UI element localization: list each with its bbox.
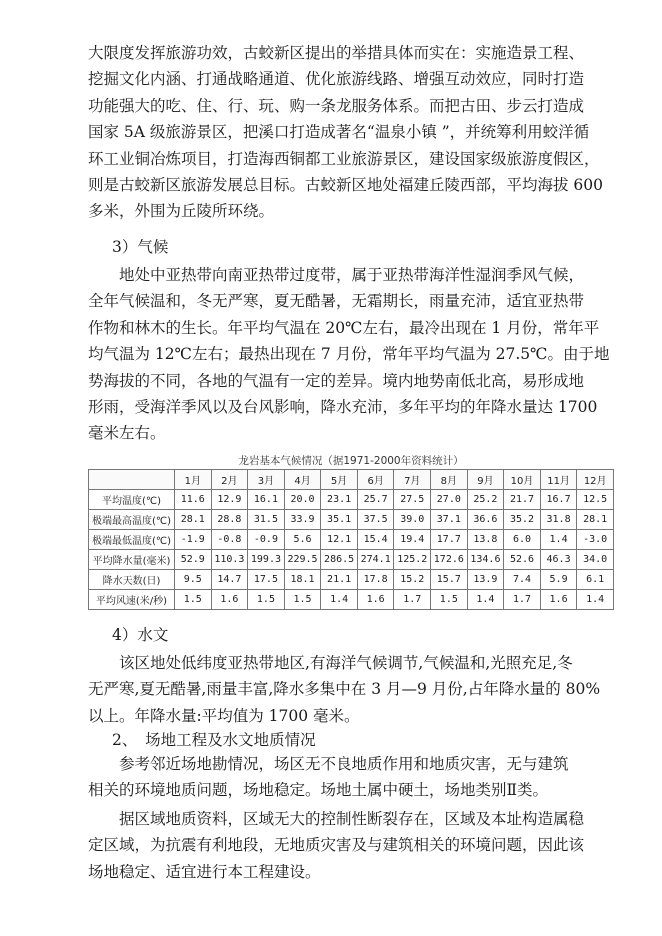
text-line: 多米，外围为丘陵所环绕。 (88, 202, 275, 221)
column-header: 6月 (357, 470, 394, 490)
table-row (89, 570, 614, 590)
table-cell: 13.8 (467, 530, 504, 550)
column-header: 9月 (467, 470, 504, 490)
table-cell: 12.5 (577, 490, 614, 510)
climate-table (88, 469, 614, 610)
table-cell: 134.6 (467, 550, 504, 570)
table-cell: 13.9 (467, 570, 504, 590)
intro-paragraph (88, 40, 610, 225)
table-cell: 6.1 (577, 570, 614, 590)
table-cell: 229.5 (284, 550, 321, 570)
column-header: 8月 (431, 470, 468, 490)
text-line: 参考邻近场地勘情况，场区无不良地质作用和地质灾害，无与建筑 (119, 755, 569, 773)
row-label: 平均温度(℃) (89, 490, 175, 510)
row-label: 平均风速(米/秒) (89, 590, 175, 610)
row-label: 极端最高温度(℃) (89, 510, 175, 530)
table-cell: 46.3 (540, 550, 577, 570)
text-line: 挖掘文化内涵、打通战略通道、优化旅游线路、增强互动效应，同时打造 (88, 70, 585, 89)
table-cell: 35.2 (504, 510, 541, 530)
climate-table-block (88, 453, 614, 610)
table-cell: 125.2 (394, 550, 431, 570)
column-header: 11月 (540, 470, 577, 490)
table-cell: 9.5 (175, 570, 212, 590)
climate-heading: 3）气候 (112, 238, 169, 256)
column-header: 4月 (284, 470, 321, 490)
table-cell: 37.1 (431, 510, 468, 530)
table-cell: 1.5 (248, 590, 285, 610)
column-header: 1月 (175, 470, 212, 490)
table-cell: 1.6 (540, 590, 577, 610)
text-line: 地处中亚热带向南亚热带过度带，属于亚热带海洋性湿润季风气候， (119, 266, 585, 284)
row-label: 降水天数(日) (89, 570, 175, 590)
table-cell: 18.1 (284, 570, 321, 590)
table-cell: 25.7 (357, 490, 394, 510)
table-cell: 31.8 (540, 510, 577, 530)
table-cell: 25.2 (467, 490, 504, 510)
table-cell: 17.8 (357, 570, 394, 590)
table-header-row (89, 470, 614, 490)
column-header: 7月 (394, 470, 431, 490)
text-line: 毫米左右。 (88, 424, 166, 443)
column-header: 12月 (577, 470, 614, 490)
table-cell: 14.7 (211, 570, 248, 590)
text-line: 该区地处低纬度亚热带地区,有海洋气候调节,气候温和,光照充足,冬 (119, 654, 573, 672)
table-cell: 11.6 (175, 490, 212, 510)
text-line: 据区域地质资料，区域无大的控制性断裂存在，区域及本址构造属稳 (119, 810, 585, 828)
table-cell: 15.7 (431, 570, 468, 590)
table-cell: 199.3 (248, 550, 285, 570)
table-cell: 28.1 (175, 510, 212, 530)
table-cell: -0.8 (211, 530, 248, 550)
table-cell: 15.4 (357, 530, 394, 550)
table-cell: -3.0 (577, 530, 614, 550)
table-cell: 20.0 (284, 490, 321, 510)
table-row (89, 510, 614, 530)
table-cell: 34.0 (577, 550, 614, 570)
table-cell: 19.4 (394, 530, 431, 550)
table-cell: 37.5 (357, 510, 394, 530)
table-cell: 110.3 (211, 550, 248, 570)
table-cell: -1.9 (175, 530, 212, 550)
table-cell: 35.1 (321, 510, 358, 530)
text-line: 定区域，为抗震有利地段，无地质灾害及与建筑相关的环境问题，因此该 (88, 836, 585, 855)
table-cell: 7.4 (504, 570, 541, 590)
table-cell: 1.4 (467, 590, 504, 610)
table-cell: 1.5 (175, 590, 212, 610)
table-cell: 16.1 (248, 490, 285, 510)
table-row (89, 490, 614, 510)
table-row (89, 550, 614, 570)
table-cell: 36.6 (467, 510, 504, 530)
table-cell: 1.4 (577, 590, 614, 610)
table-cell: 1.6 (211, 590, 248, 610)
geology-paragraph-1 (88, 751, 610, 804)
table-cell: 33.9 (284, 510, 321, 530)
table-cell: 31.5 (248, 510, 285, 530)
table-cell: 52.9 (175, 550, 212, 570)
table-cell: 15.2 (394, 570, 431, 590)
text-line: 功能强大的吃、住、行、玩、购一条龙服务体系。而把古田、步云打造成 (88, 96, 585, 115)
text-line: 则是古蛟新区旅游发展总目标。古蛟新区地处福建丘陵西部，平均海拔 600 (88, 175, 604, 194)
text-line: 均气温为 12℃左右；最热出现在 7 月份，常年平均气温为 27.5℃。由于地 (88, 345, 610, 364)
table-row (89, 530, 614, 550)
table-cell: 1.5 (284, 590, 321, 610)
text-line: 作物和林木的生长。年平均气温在 20℃左右，最冷出现在 1 月份，常年平 (88, 318, 600, 337)
table-cell: 28.1 (577, 510, 614, 530)
table-cell: 1.4 (540, 530, 577, 550)
table-cell: 172.6 (431, 550, 468, 570)
table-cell: 5.6 (284, 530, 321, 550)
climate-table-title: 龙岩基本气候情况（据1971-2000年资料统计） (238, 455, 464, 467)
table-cell: 27.5 (394, 490, 431, 510)
table-cell: 1.7 (504, 590, 541, 610)
column-header: 2月 (211, 470, 248, 490)
table-cell: 5.9 (540, 570, 577, 590)
table-cell: 286.5 (321, 550, 358, 570)
text-line: 环工业铜冶炼项目，打造海西铜都工业旅游景区，建设国家级旅游度假区， (88, 149, 600, 168)
table-cell: 1.7 (394, 590, 431, 610)
column-header: 5月 (321, 470, 358, 490)
table-cell: 39.0 (394, 510, 431, 530)
hydrology-paragraph (88, 650, 610, 729)
table-cell: 12.1 (321, 530, 358, 550)
table-cell: 274.1 (357, 550, 394, 570)
climate-paragraph (88, 262, 610, 447)
table-cell: 17.5 (248, 570, 285, 590)
text-line: 大限度发挥旅游功效，古蛟新区提出的举措具体而实在：实施造景工程、 (88, 44, 585, 62)
column-header: 3月 (248, 470, 285, 490)
text-line: 场地稳定、适宜进行本工程建设。 (88, 862, 321, 881)
geology-paragraph-2 (88, 806, 610, 885)
row-label: 极端最低温度(℃) (89, 530, 175, 550)
table-cell: 12.9 (211, 490, 248, 510)
table-cell: 1.5 (431, 590, 468, 610)
table-cell: 27.0 (431, 490, 468, 510)
geology-heading: 2、 场地工程及水文地质情况 (112, 731, 316, 749)
table-corner (89, 470, 175, 490)
hydrology-heading: 4）水文 (112, 626, 169, 644)
table-cell: -0.9 (248, 530, 285, 550)
table-cell: 16.7 (540, 490, 577, 510)
text-line: 相关的环境地质问题，场地稳定。场地土属中硬土，场地类别Ⅱ类。 (88, 781, 549, 800)
table-cell: 21.7 (504, 490, 541, 510)
table-cell: 28.8 (211, 510, 248, 530)
table-cell: 1.6 (357, 590, 394, 610)
table-cell: 17.7 (431, 530, 468, 550)
text-line: 国家 5A 级旅游景区，把溪口打造成著名“温泉小镇 ”，并统筹利用蛟洋循 (88, 123, 590, 142)
text-line: 势海拔的不同，各地的气温有一定的差异。境内地势南低北高，易形成地 (88, 371, 585, 390)
table-cell: 21.1 (321, 570, 358, 590)
column-header: 10月 (504, 470, 541, 490)
text-line: 以上。年降水量:平均值为 1700 毫米。 (88, 706, 360, 725)
table-cell: 23.1 (321, 490, 358, 510)
text-line: 无严寒,夏无酷暑,雨量丰富,降水多集中在 3 月—9 月份,占年降水量的 80% (88, 680, 601, 699)
table-cell: 1.4 (321, 590, 358, 610)
table-cell: 52.6 (504, 550, 541, 570)
row-label: 平均降水量(毫米) (89, 550, 175, 570)
table-cell: 6.0 (504, 530, 541, 550)
text-line: 形雨，受海洋季风以及台风影响，降水充沛，多年平均的年降水量达 1700 (88, 397, 598, 416)
table-row (89, 590, 614, 610)
text-line: 全年气候温和，冬无严寒，夏无酷暑，无霜期长，雨量充沛，适宜亚热带 (88, 292, 585, 311)
